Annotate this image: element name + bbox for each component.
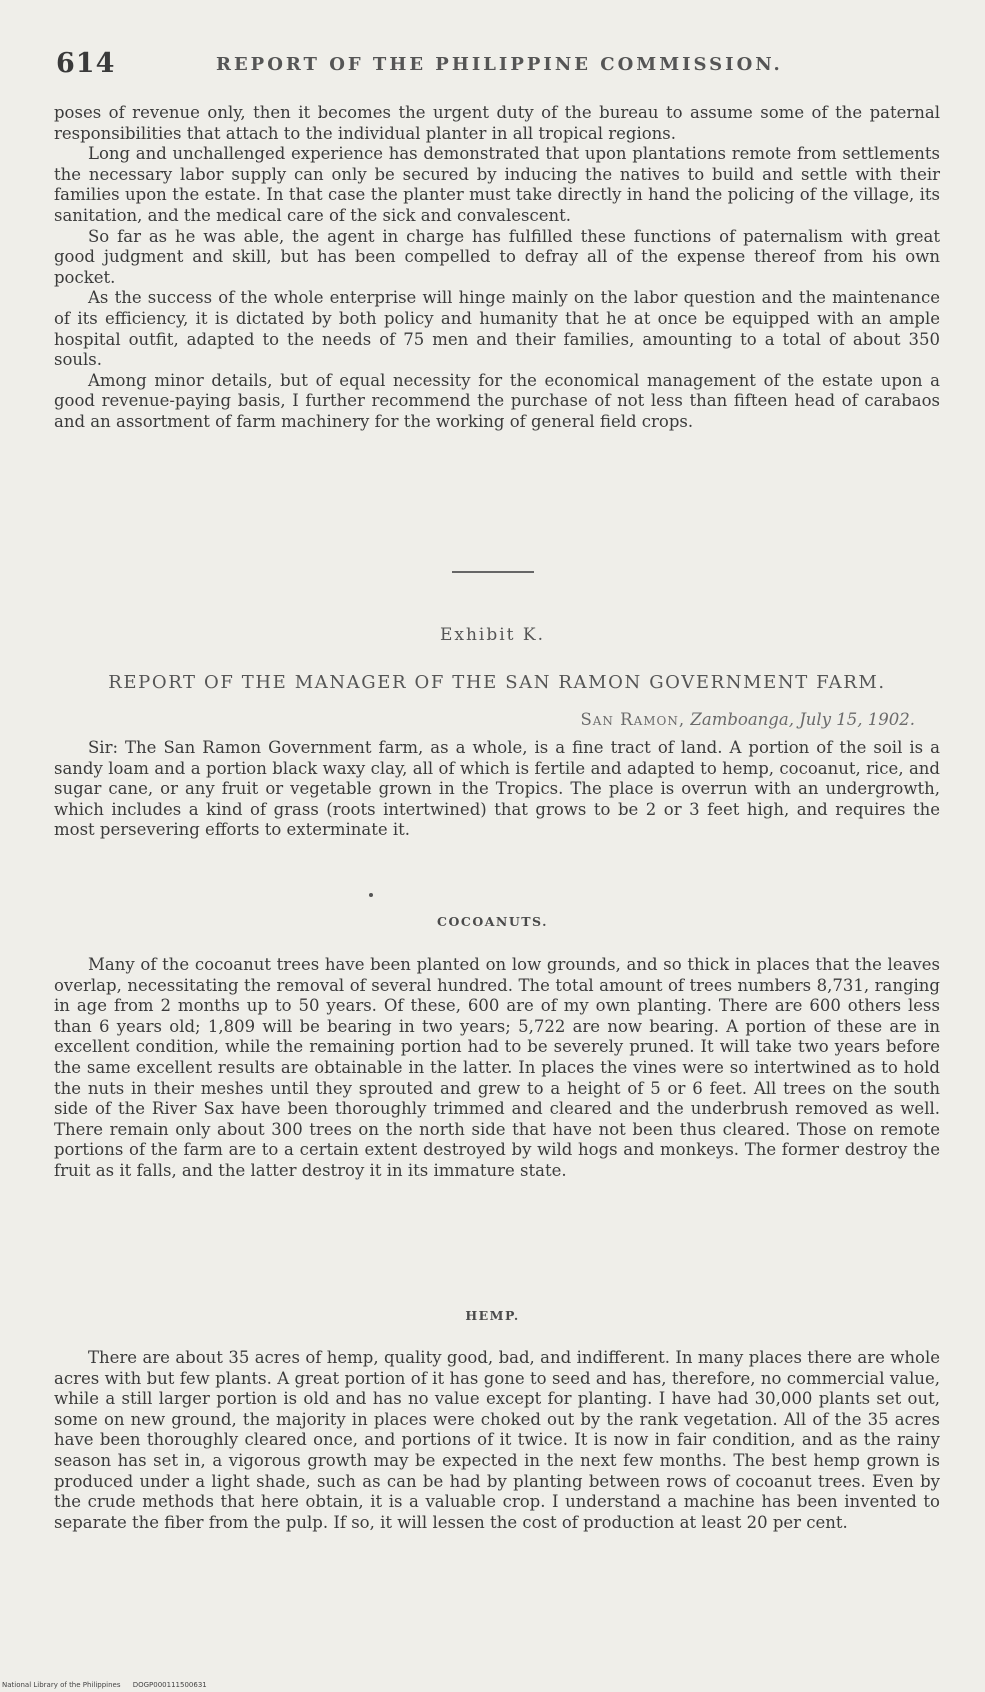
dateline-date: Zamboanga, July 15, 1902. — [690, 710, 915, 729]
exhibit-title: Exhibit K. — [439, 625, 546, 645]
cocoanuts-heading: COCOANUTS. — [437, 914, 548, 929]
cocoanuts-text — [54, 955, 940, 1182]
dateline — [580, 710, 915, 729]
intro-text — [54, 738, 940, 841]
stray-mark — [369, 893, 373, 897]
footer-library: National Library of the Philippines — [2, 1681, 121, 1689]
page-header — [56, 48, 936, 88]
footer-id: DOGP000111500631 — [132, 1681, 207, 1689]
cocoanuts-paragraph: Many of the cocoanut trees have been planted on low grounds, and so thick in places that the leaves overlap, necessitating the removal of several hundred. The total amount of trees numbers 8,731, ranging in age from 2 months up to 50 years. Of these, 600 are of my own planting. There are 600 others less than 6 years old; 1,809 will be bearing in two years; 5,722 are now bearing. A portion of these are in excellent condition, while the remaining portion had to be severely pruned. It will take two years before the same excellent results are obtainable in the latter. In places the vines were so intertwined as to hold the nuts in their meshes until they sprouted and grew to a height of 5 or 6 feet. All trees on the south side of the River Sax have been thoroughly trimmed and cleared and the underbrush removed as well. There remain only about 300 trees on the north side that have not been thus cleared. Those on remote portions of the farm are to a certain extent destroyed by wild hogs and monkeys. The former destroy the fruit as it falls, and the latter destroy it in its immature state. — [54, 955, 940, 1180]
report-title: REPORT OF THE MANAGER OF THE SAN RAMON GOVERNMENT FARM. — [108, 672, 886, 693]
section-divider — [452, 571, 534, 573]
paragraph: poses of revenue only, then it becomes the urgent duty of the bureau to assume some of the paternal responsibilities that attach to the individual planter in all tropical regions. — [54, 103, 940, 143]
dateline-place: San Ramon, — [580, 710, 686, 729]
paragraph: As the success of the whole enterprise will hinge mainly on the labor question and the maintenance of its efficiency, it is dictated by both policy and humanity that he at once be equipped with an ample hospital outfit, adapted to the needs of 75 men and their families, amounting to a total of about 350 souls. — [54, 288, 940, 370]
paragraph: So far as he was able, the agent in charge has fulfilled these functions of paternalism with great good judgment and skill, but has been compelled to defray all of the expense thereof from his own pocket. — [54, 226, 940, 287]
archive-footer — [2, 1681, 217, 1689]
paragraph: Long and unchallenged experience has demonstrated that upon plantations remote from settlements the necessary labor supply can only be secured by inducing the natives to build and settle with their families upon the estate. In that case the planter must take directly in hand the policing of the village, its sanitation, and the medical care of the sick and convalescent. — [54, 144, 940, 225]
page-number: 614 — [56, 48, 116, 79]
running-title: REPORT OF THE PHILIPPINE COMMISSION. — [216, 54, 783, 75]
continuation-text — [54, 103, 940, 433]
hemp-paragraph: There are about 35 acres of hemp, quality good, bad, and indifferent. In many places there are whole acres with but few plants. A great portion of it has gone to seed and has, therefore, no commercial value, while a still larger portion is old and has no value except for planting. I have had 30,000 plants set out, some on new ground, the majority in places were choked out by the rank vegetation. All of the 35 acres have been thoroughly cleared once, and portions of it twice. It is now in fair condition, and as the rainy season has set in, a vigorous growth may be expected in the next few months. The best hemp grown is produced under a light shade, such as can be had by planting between rows of cocoanut trees. Even by the crude methods that here obtain, it is a valuable crop. I understand a machine has been invented to separate the fiber from the pulp. If so, it will lessen the cost of production at least 20 per cent. — [54, 1348, 940, 1532]
hemp-heading: HEMP. — [465, 1308, 520, 1323]
intro-paragraph: Sir: The San Ramon Government farm, as a whole, is a fine tract of land. A portion of the soil is a sandy loam and a portion black waxy clay, all of which is fertile and adapted to hemp, cocoanut, rice, and sugar cane, or any fruit or vegetable grown in the Tropics. The place is overrun with an undergrowth, which includes a kind of grass (roots intertwined) that grows to be 2 or 3 feet high, and requires the most persevering efforts to exterminate it. — [54, 738, 940, 840]
hemp-text — [54, 1348, 940, 1533]
paragraph: Among minor details, but of equal necessity for the economical management of the estate upon a good revenue-paying basis, I further recommend the purchase of not less than fifteen head of carabaos and an assortment of farm machinery for the working of general field crops. — [54, 370, 940, 431]
